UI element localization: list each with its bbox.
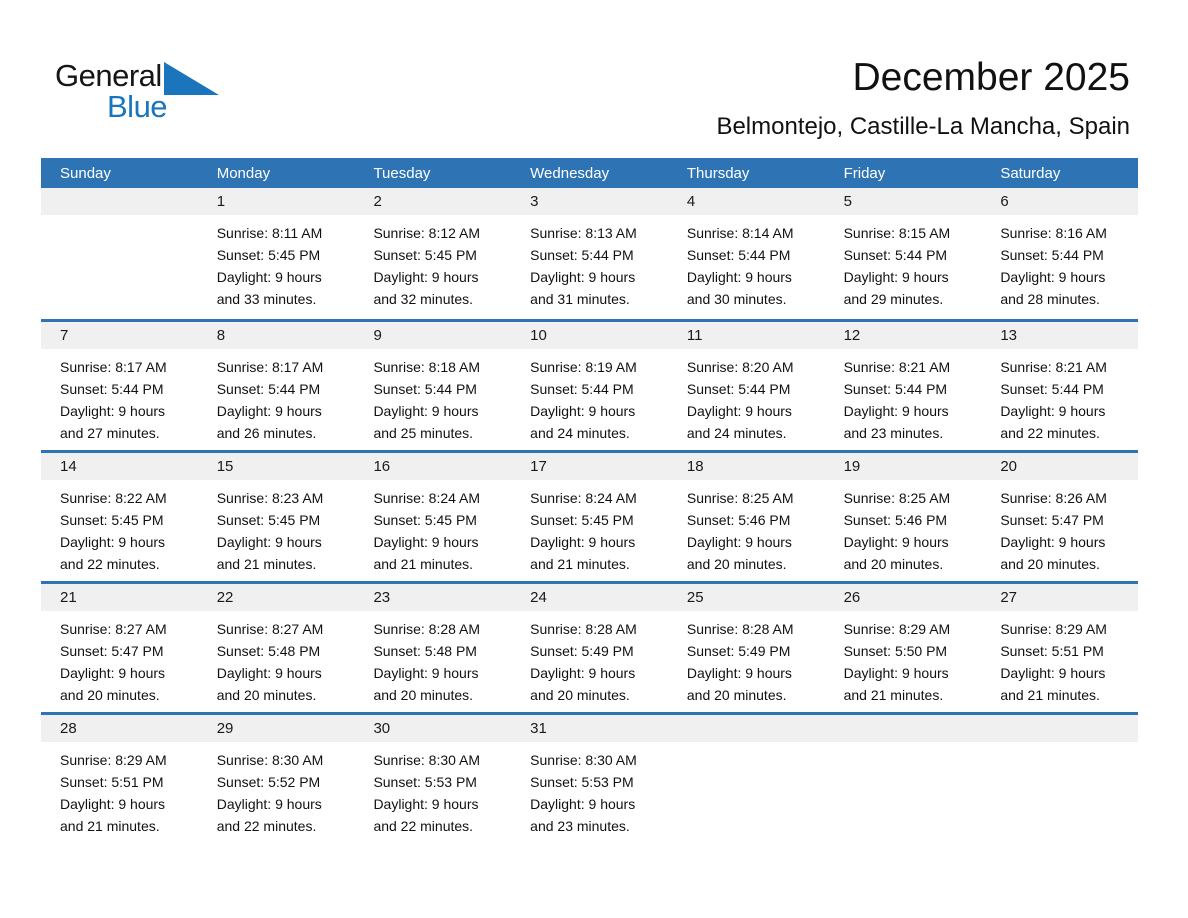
day-details (354, 742, 511, 837)
day-cell (511, 584, 668, 712)
day-number: 7 (60, 327, 69, 344)
day-daylight-2: and 21 minutes. (1000, 687, 1100, 703)
day-daylight-1: Daylight: 9 hours (1000, 403, 1106, 419)
day-number: 3 (530, 193, 539, 210)
week-row (41, 188, 1138, 319)
day-sunset: Sunset: 5:44 PM (1000, 247, 1104, 263)
day-daylight-1: Daylight: 9 hours (530, 269, 636, 285)
day-details (668, 349, 825, 444)
day-daylight-2: and 32 minutes. (373, 291, 474, 307)
day-number-strip (981, 715, 1138, 742)
day-sunrise: Sunrise: 8:25 AM (843, 490, 951, 506)
day-daylight-1: Daylight: 9 hours (843, 269, 949, 285)
logo-text-general: General (55, 58, 162, 93)
day-daylight-2: and 20 minutes. (373, 687, 474, 703)
day-sunrise: Sunrise: 8:16 AM (1000, 225, 1107, 241)
day-daylight-1: Daylight: 9 hours (60, 403, 166, 419)
day-sunset: Sunset: 5:51 PM (1000, 643, 1104, 659)
week-row (41, 581, 1138, 712)
day-number: 25 (686, 589, 704, 606)
day-number: 19 (843, 458, 861, 475)
day-number-strip (825, 188, 982, 215)
day-details (825, 742, 982, 749)
day-cell (981, 584, 1138, 712)
day-details (825, 611, 982, 706)
day-daylight-2: and 21 minutes. (373, 556, 474, 572)
day-details (354, 480, 511, 575)
day-number-strip (41, 322, 198, 349)
day-details (41, 611, 198, 706)
calendar-table (41, 158, 1138, 843)
title-block (716, 56, 1130, 141)
day-sunset: Sunset: 5:49 PM (686, 643, 791, 659)
day-daylight-2: and 20 minutes. (1000, 556, 1100, 572)
day-details (668, 742, 825, 749)
day-details (981, 349, 1138, 444)
day-number: 29 (216, 720, 234, 737)
day-sunset: Sunset: 5:48 PM (373, 643, 477, 659)
day-daylight-2: and 27 minutes. (60, 425, 160, 441)
day-daylight-1: Daylight: 9 hours (216, 796, 322, 812)
day-daylight-1: Daylight: 9 hours (373, 534, 479, 550)
day-sunset: Sunset: 5:44 PM (373, 381, 477, 397)
day-cell (198, 453, 355, 581)
day-cell-empty (981, 715, 1138, 843)
day-sunset: Sunset: 5:51 PM (60, 774, 164, 790)
day-sunrise: Sunrise: 8:15 AM (843, 225, 951, 241)
day-sunset: Sunset: 5:44 PM (843, 381, 948, 397)
logo-text-blue: Blue (107, 89, 168, 124)
week-row (41, 319, 1138, 450)
day-daylight-2: and 20 minutes. (530, 687, 630, 703)
week-row (41, 712, 1138, 843)
day-sunrise: Sunrise: 8:30 AM (530, 752, 637, 768)
day-cell (198, 584, 355, 712)
day-details (198, 215, 355, 310)
day-number: 4 (686, 193, 696, 210)
day-sunrise: Sunrise: 8:28 AM (530, 621, 637, 637)
day-daylight-2: and 26 minutes. (216, 425, 317, 441)
day-number-strip (668, 188, 825, 215)
day-daylight-1: Daylight: 9 hours (1000, 534, 1106, 550)
day-details (981, 480, 1138, 575)
day-sunset: Sunset: 5:53 PM (530, 774, 634, 790)
day-cell (198, 322, 355, 450)
day-cell (668, 322, 825, 450)
day-details (41, 480, 198, 575)
day-sunset: Sunset: 5:45 PM (216, 512, 321, 528)
day-daylight-1: Daylight: 9 hours (843, 534, 949, 550)
day-daylight-2: and 33 minutes. (216, 291, 317, 307)
day-sunrise: Sunrise: 8:20 AM (686, 359, 794, 375)
day-sunset: Sunset: 5:45 PM (60, 512, 164, 528)
day-sunset: Sunset: 5:44 PM (530, 247, 634, 263)
day-daylight-1: Daylight: 9 hours (216, 269, 322, 285)
day-daylight-1: Daylight: 9 hours (1000, 269, 1106, 285)
day-daylight-1: Daylight: 9 hours (686, 534, 792, 550)
day-daylight-2: and 22 minutes. (60, 556, 160, 572)
day-details (354, 611, 511, 706)
day-number-strip (668, 715, 825, 742)
day-number-strip (354, 715, 511, 742)
day-sunset: Sunset: 5:46 PM (686, 512, 791, 528)
day-daylight-1: Daylight: 9 hours (686, 665, 792, 681)
day-daylight-1: Daylight: 9 hours (686, 269, 792, 285)
day-cell (354, 322, 511, 450)
weekday-header-thursday: Thursday (686, 164, 750, 182)
day-details (668, 480, 825, 575)
day-sunrise: Sunrise: 8:30 AM (216, 752, 324, 768)
day-number-strip (41, 453, 198, 480)
day-sunrise: Sunrise: 8:23 AM (216, 490, 324, 506)
day-daylight-2: and 20 minutes. (216, 687, 317, 703)
day-number: 13 (1000, 327, 1017, 344)
day-number: 21 (60, 589, 77, 606)
day-daylight-1: Daylight: 9 hours (1000, 665, 1106, 681)
day-number-strip (198, 584, 355, 611)
weekday-header-tuesday: Tuesday (373, 164, 431, 182)
day-number-strip (354, 584, 511, 611)
day-daylight-2: and 21 minutes. (843, 687, 944, 703)
day-daylight-1: Daylight: 9 hours (373, 796, 479, 812)
day-sunset: Sunset: 5:50 PM (843, 643, 948, 659)
day-number: 6 (1000, 193, 1009, 210)
day-sunrise: Sunrise: 8:26 AM (1000, 490, 1107, 506)
day-sunrise: Sunrise: 8:22 AM (60, 490, 167, 506)
day-number-strip (668, 322, 825, 349)
day-details (41, 349, 198, 444)
day-daylight-1: Daylight: 9 hours (373, 403, 479, 419)
day-number-strip (198, 453, 355, 480)
day-daylight-2: and 30 minutes. (686, 291, 787, 307)
calendar-weeks (41, 188, 1138, 843)
day-details (981, 215, 1138, 310)
day-sunset: Sunset: 5:45 PM (373, 247, 477, 263)
day-number-strip (198, 322, 355, 349)
day-number-strip (354, 188, 511, 215)
day-number: 24 (530, 589, 547, 606)
day-daylight-2: and 21 minutes. (216, 556, 317, 572)
day-number-strip (198, 188, 355, 215)
day-number-strip (511, 584, 668, 611)
day-cell (354, 715, 511, 843)
day-cell (511, 453, 668, 581)
day-daylight-2: and 31 minutes. (530, 291, 630, 307)
day-number-strip (825, 453, 982, 480)
day-sunrise: Sunrise: 8:17 AM (60, 359, 167, 375)
day-details (41, 215, 198, 222)
day-sunset: Sunset: 5:46 PM (843, 512, 948, 528)
day-cell (354, 584, 511, 712)
day-sunrise: Sunrise: 8:29 AM (1000, 621, 1107, 637)
day-sunrise: Sunrise: 8:24 AM (530, 490, 637, 506)
day-details (981, 611, 1138, 706)
day-sunrise: Sunrise: 8:29 AM (843, 621, 951, 637)
weekday-header-wednesday: Wednesday (530, 164, 610, 182)
day-details (825, 215, 982, 310)
day-number-strip (41, 584, 198, 611)
day-number: 27 (1000, 589, 1017, 606)
day-sunset: Sunset: 5:44 PM (1000, 381, 1104, 397)
day-number: 30 (373, 720, 391, 737)
day-sunrise: Sunrise: 8:27 AM (60, 621, 167, 637)
day-number: 18 (686, 458, 704, 475)
day-daylight-2: and 25 minutes. (373, 425, 474, 441)
day-daylight-1: Daylight: 9 hours (530, 796, 636, 812)
day-number: 10 (530, 327, 547, 344)
day-cell (981, 453, 1138, 581)
day-cell (41, 453, 198, 581)
day-daylight-2: and 23 minutes. (843, 425, 944, 441)
weekday-header-saturday: Saturday (1000, 164, 1061, 182)
day-cell (668, 453, 825, 581)
day-cell (825, 322, 982, 450)
day-cell (41, 322, 198, 450)
day-number: 14 (60, 458, 77, 475)
day-sunrise: Sunrise: 8:25 AM (686, 490, 794, 506)
day-cell (511, 715, 668, 843)
day-daylight-2: and 21 minutes. (530, 556, 630, 572)
day-sunrise: Sunrise: 8:18 AM (373, 359, 481, 375)
day-details (198, 742, 355, 837)
day-sunrise: Sunrise: 8:27 AM (216, 621, 324, 637)
day-daylight-1: Daylight: 9 hours (216, 534, 322, 550)
day-details (511, 215, 668, 310)
day-number-strip (354, 322, 511, 349)
day-sunset: Sunset: 5:53 PM (373, 774, 477, 790)
day-number: 12 (843, 327, 861, 344)
day-number-strip (511, 715, 668, 742)
day-daylight-2: and 21 minutes. (60, 818, 160, 834)
day-sunrise: Sunrise: 8:21 AM (1000, 359, 1107, 375)
day-number: 2 (373, 193, 382, 210)
day-number-strip (511, 453, 668, 480)
day-details (198, 480, 355, 575)
day-sunrise: Sunrise: 8:30 AM (373, 752, 481, 768)
day-number-strip (668, 453, 825, 480)
day-daylight-1: Daylight: 9 hours (60, 534, 166, 550)
day-cell (825, 584, 982, 712)
day-cell (825, 453, 982, 581)
weekday-header-row (41, 158, 1138, 188)
day-sunrise: Sunrise: 8:29 AM (60, 752, 167, 768)
day-number-strip (981, 322, 1138, 349)
day-details (41, 742, 198, 837)
day-number-strip (668, 584, 825, 611)
day-number: 17 (530, 458, 547, 475)
day-sunset: Sunset: 5:44 PM (843, 247, 948, 263)
day-daylight-2: and 20 minutes. (843, 556, 944, 572)
day-daylight-1: Daylight: 9 hours (530, 665, 636, 681)
day-details (511, 742, 668, 837)
day-daylight-1: Daylight: 9 hours (843, 665, 949, 681)
day-number: 5 (843, 193, 852, 210)
day-number: 31 (530, 720, 547, 737)
day-details (825, 349, 982, 444)
day-number-strip (825, 322, 982, 349)
day-sunset: Sunset: 5:47 PM (1000, 512, 1104, 528)
page-subtitle: Belmontejo, Castille-La Mancha, Spain (716, 112, 1130, 140)
day-sunset: Sunset: 5:44 PM (686, 247, 791, 263)
day-cell (41, 584, 198, 712)
day-details (668, 215, 825, 310)
day-daylight-1: Daylight: 9 hours (530, 534, 636, 550)
day-daylight-2: and 28 minutes. (1000, 291, 1100, 307)
day-number-strip (198, 715, 355, 742)
day-number: 15 (216, 458, 234, 475)
day-sunset: Sunset: 5:44 PM (216, 381, 321, 397)
day-cell (354, 453, 511, 581)
day-number-strip (981, 584, 1138, 611)
day-daylight-2: and 22 minutes. (373, 818, 474, 834)
day-details (198, 349, 355, 444)
day-sunset: Sunset: 5:45 PM (373, 512, 477, 528)
general-blue-logo (55, 60, 225, 122)
day-details (511, 480, 668, 575)
weekday-header-monday: Monday (216, 164, 271, 182)
day-number-strip (981, 188, 1138, 215)
day-sunset: Sunset: 5:45 PM (216, 247, 321, 263)
day-number-strip (825, 584, 982, 611)
day-sunrise: Sunrise: 8:11 AM (216, 225, 323, 241)
day-cell (511, 188, 668, 319)
day-daylight-2: and 24 minutes. (530, 425, 630, 441)
day-cell-empty (825, 715, 982, 843)
day-daylight-2: and 22 minutes. (1000, 425, 1100, 441)
day-sunset: Sunset: 5:49 PM (530, 643, 634, 659)
day-daylight-2: and 22 minutes. (216, 818, 317, 834)
day-sunrise: Sunrise: 8:24 AM (373, 490, 481, 506)
day-sunrise: Sunrise: 8:19 AM (530, 359, 637, 375)
day-details (511, 349, 668, 444)
day-sunrise: Sunrise: 8:13 AM (530, 225, 637, 241)
day-daylight-2: and 20 minutes. (686, 556, 787, 572)
day-number: 9 (373, 327, 382, 344)
day-details (825, 480, 982, 575)
day-number: 8 (216, 327, 226, 344)
day-sunrise: Sunrise: 8:28 AM (686, 621, 794, 637)
day-number-strip (41, 188, 198, 215)
day-daylight-1: Daylight: 9 hours (216, 403, 322, 419)
day-daylight-1: Daylight: 9 hours (686, 403, 792, 419)
day-details (198, 611, 355, 706)
page-title: December 2025 (852, 56, 1130, 99)
day-details (354, 349, 511, 444)
day-daylight-1: Daylight: 9 hours (843, 403, 949, 419)
day-cell (981, 322, 1138, 450)
day-number: 23 (373, 589, 391, 606)
day-daylight-1: Daylight: 9 hours (373, 269, 479, 285)
week-row (41, 450, 1138, 581)
day-cell (825, 188, 982, 319)
day-daylight-2: and 29 minutes. (843, 291, 944, 307)
day-cell-empty (668, 715, 825, 843)
logo-triangle-icon (164, 62, 219, 95)
day-sunset: Sunset: 5:44 PM (60, 381, 164, 397)
day-daylight-1: Daylight: 9 hours (60, 665, 166, 681)
day-number-strip (981, 453, 1138, 480)
day-daylight-2: and 20 minutes. (686, 687, 787, 703)
day-sunrise: Sunrise: 8:14 AM (686, 225, 794, 241)
day-details (981, 742, 1138, 749)
weekday-header-friday: Friday (843, 164, 886, 182)
day-number-strip (511, 188, 668, 215)
day-number: 26 (843, 589, 861, 606)
day-sunset: Sunset: 5:47 PM (60, 643, 164, 659)
day-cell (198, 715, 355, 843)
day-number-strip (511, 322, 668, 349)
day-number: 11 (686, 327, 703, 344)
day-cell (668, 584, 825, 712)
day-sunset: Sunset: 5:45 PM (530, 512, 634, 528)
day-daylight-1: Daylight: 9 hours (216, 665, 322, 681)
day-sunset: Sunset: 5:44 PM (686, 381, 791, 397)
day-cell (41, 715, 198, 843)
day-daylight-1: Daylight: 9 hours (373, 665, 479, 681)
day-number: 20 (1000, 458, 1017, 475)
day-sunrise: Sunrise: 8:21 AM (843, 359, 951, 375)
day-daylight-2: and 20 minutes. (60, 687, 160, 703)
day-number: 16 (373, 458, 391, 475)
day-cell (354, 188, 511, 319)
day-sunset: Sunset: 5:44 PM (530, 381, 634, 397)
day-sunrise: Sunrise: 8:12 AM (373, 225, 481, 241)
day-cell-empty (41, 188, 198, 319)
day-sunset: Sunset: 5:48 PM (216, 643, 321, 659)
day-daylight-2: and 23 minutes. (530, 818, 630, 834)
day-number-strip (825, 715, 982, 742)
day-number-strip (354, 453, 511, 480)
day-number-strip (41, 715, 198, 742)
day-daylight-1: Daylight: 9 hours (60, 796, 166, 812)
day-cell (198, 188, 355, 319)
day-daylight-1: Daylight: 9 hours (530, 403, 636, 419)
day-details (511, 611, 668, 706)
day-details (668, 611, 825, 706)
day-cell (511, 322, 668, 450)
day-sunrise: Sunrise: 8:17 AM (216, 359, 324, 375)
day-cell (668, 188, 825, 319)
day-sunrise: Sunrise: 8:28 AM (373, 621, 481, 637)
day-number: 22 (216, 589, 234, 606)
weekday-header-sunday: Sunday (60, 164, 111, 182)
day-daylight-2: and 24 minutes. (686, 425, 787, 441)
day-number: 28 (60, 720, 77, 737)
day-details (354, 215, 511, 310)
day-cell (981, 188, 1138, 319)
day-number: 1 (216, 193, 226, 210)
day-sunset: Sunset: 5:52 PM (216, 774, 321, 790)
